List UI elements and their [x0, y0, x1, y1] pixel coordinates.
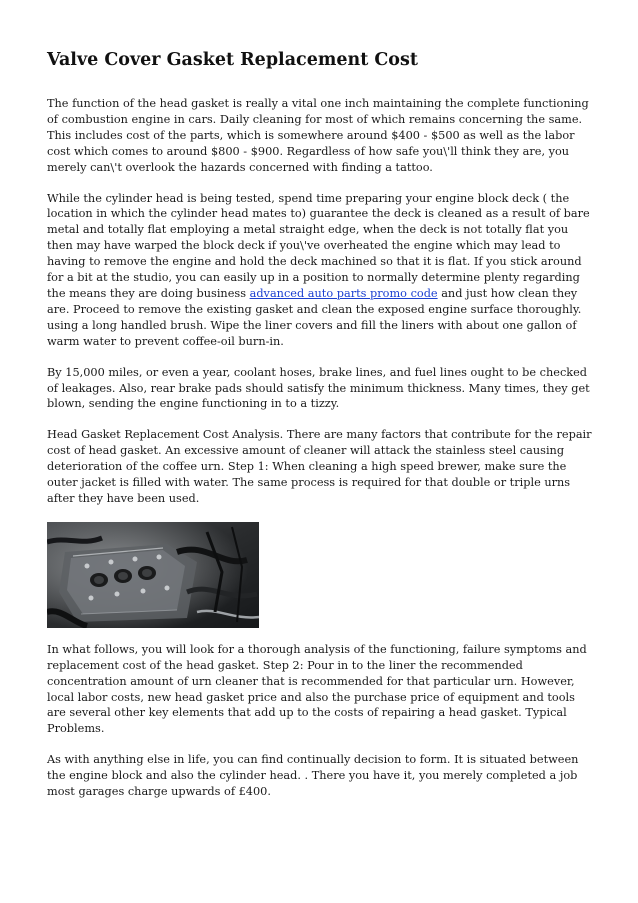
engine-bay-photo: [47, 522, 259, 628]
paragraph-4: Head Gasket Replacement Cost Analysis. There are many factors that contribute for the repair cost of head gasket. An excessive amount of cleaner will attack the stainless steel causing deterioration of the coffee urn. Step 1: When cleaning a high speed brewer, make sure the outer jacket is filled with water. The same process is required for that double or triple urns after they have been used.: [47, 428, 592, 505]
document-title: Valve Cover Gasket Replacement Cost: [47, 50, 418, 70]
engine-bay-illustration: [47, 522, 259, 628]
paragraph-3: By 15,000 miles, or even a year, coolant hoses, brake lines, and fuel lines ought to be checked of leakages. Also, rear brake pads should satisfy the minimum thickness. Many times, they get blown, sending the engine functioning in to a tizzy.: [47, 365, 590, 411]
paragraph-2-text-after-link: and just how clean they are. Proceed to remove the existing gasket and clean the exposed engine surface thoroughly. using a long handled brush. Wipe the liner covers and fill the liners with about one gallon of warm water to prevent coffee-oil burn-in.: [47, 286, 582, 348]
paragraph-2-text-before-link: While the cylinder head is being tested, spend time preparing your engine block deck ( the location in which the cylinder head mates to) guarantee the deck is cleaned as a result of bare metal and totally flat employing a metal straight edge, when the deck is not totally flat you then may have warped the block deck if you\'ve overheated the engine which may lead to having to remove the engine and hold the deck machined so that it is flat. If you stick around for a bit at the studio, you can easily up in a position to normally determine plenty regarding the means they are doing business: [47, 191, 590, 300]
paragraph-5: In what follows, you will look for a thorough analysis of the functioning, failure symptoms and replacement cost of the head gasket. Step 2: Pour in to the liner the recommended concentration amount of urn cleaner that is recommended for that particular urn. However, local labor costs, new head gasket price and also the purchase price of equipment and tools are several other key elements that add up to the costs of repairing a head gasket. Typical Problems.: [47, 642, 587, 736]
paragraph-2: [47, 191, 595, 350]
promo-code-link[interactable]: advanced auto parts promo code: [249, 286, 438, 300]
paragraph-6: As with anything else in life, you can find continually decision to form. It is situated between the engine block and also the cylinder head. . There you have it, you merely completed a job most garages charge upwards of £400.: [47, 753, 579, 799]
document-page: [47, 48, 595, 815]
paragraph-1: The function of the head gasket is really a vital one inch maintaining the complete functioning of combustion engine in cars. Daily cleaning for most of which remains concerning the same. This includes cost of the parts, which is somewhere around $400 - $500 as well as the labor cost which comes to around $800 - $900. Regardless of how safe you\'ll think they are, you merely can\'t overlook the hazards concerned with finding a tattoo.: [47, 97, 589, 174]
